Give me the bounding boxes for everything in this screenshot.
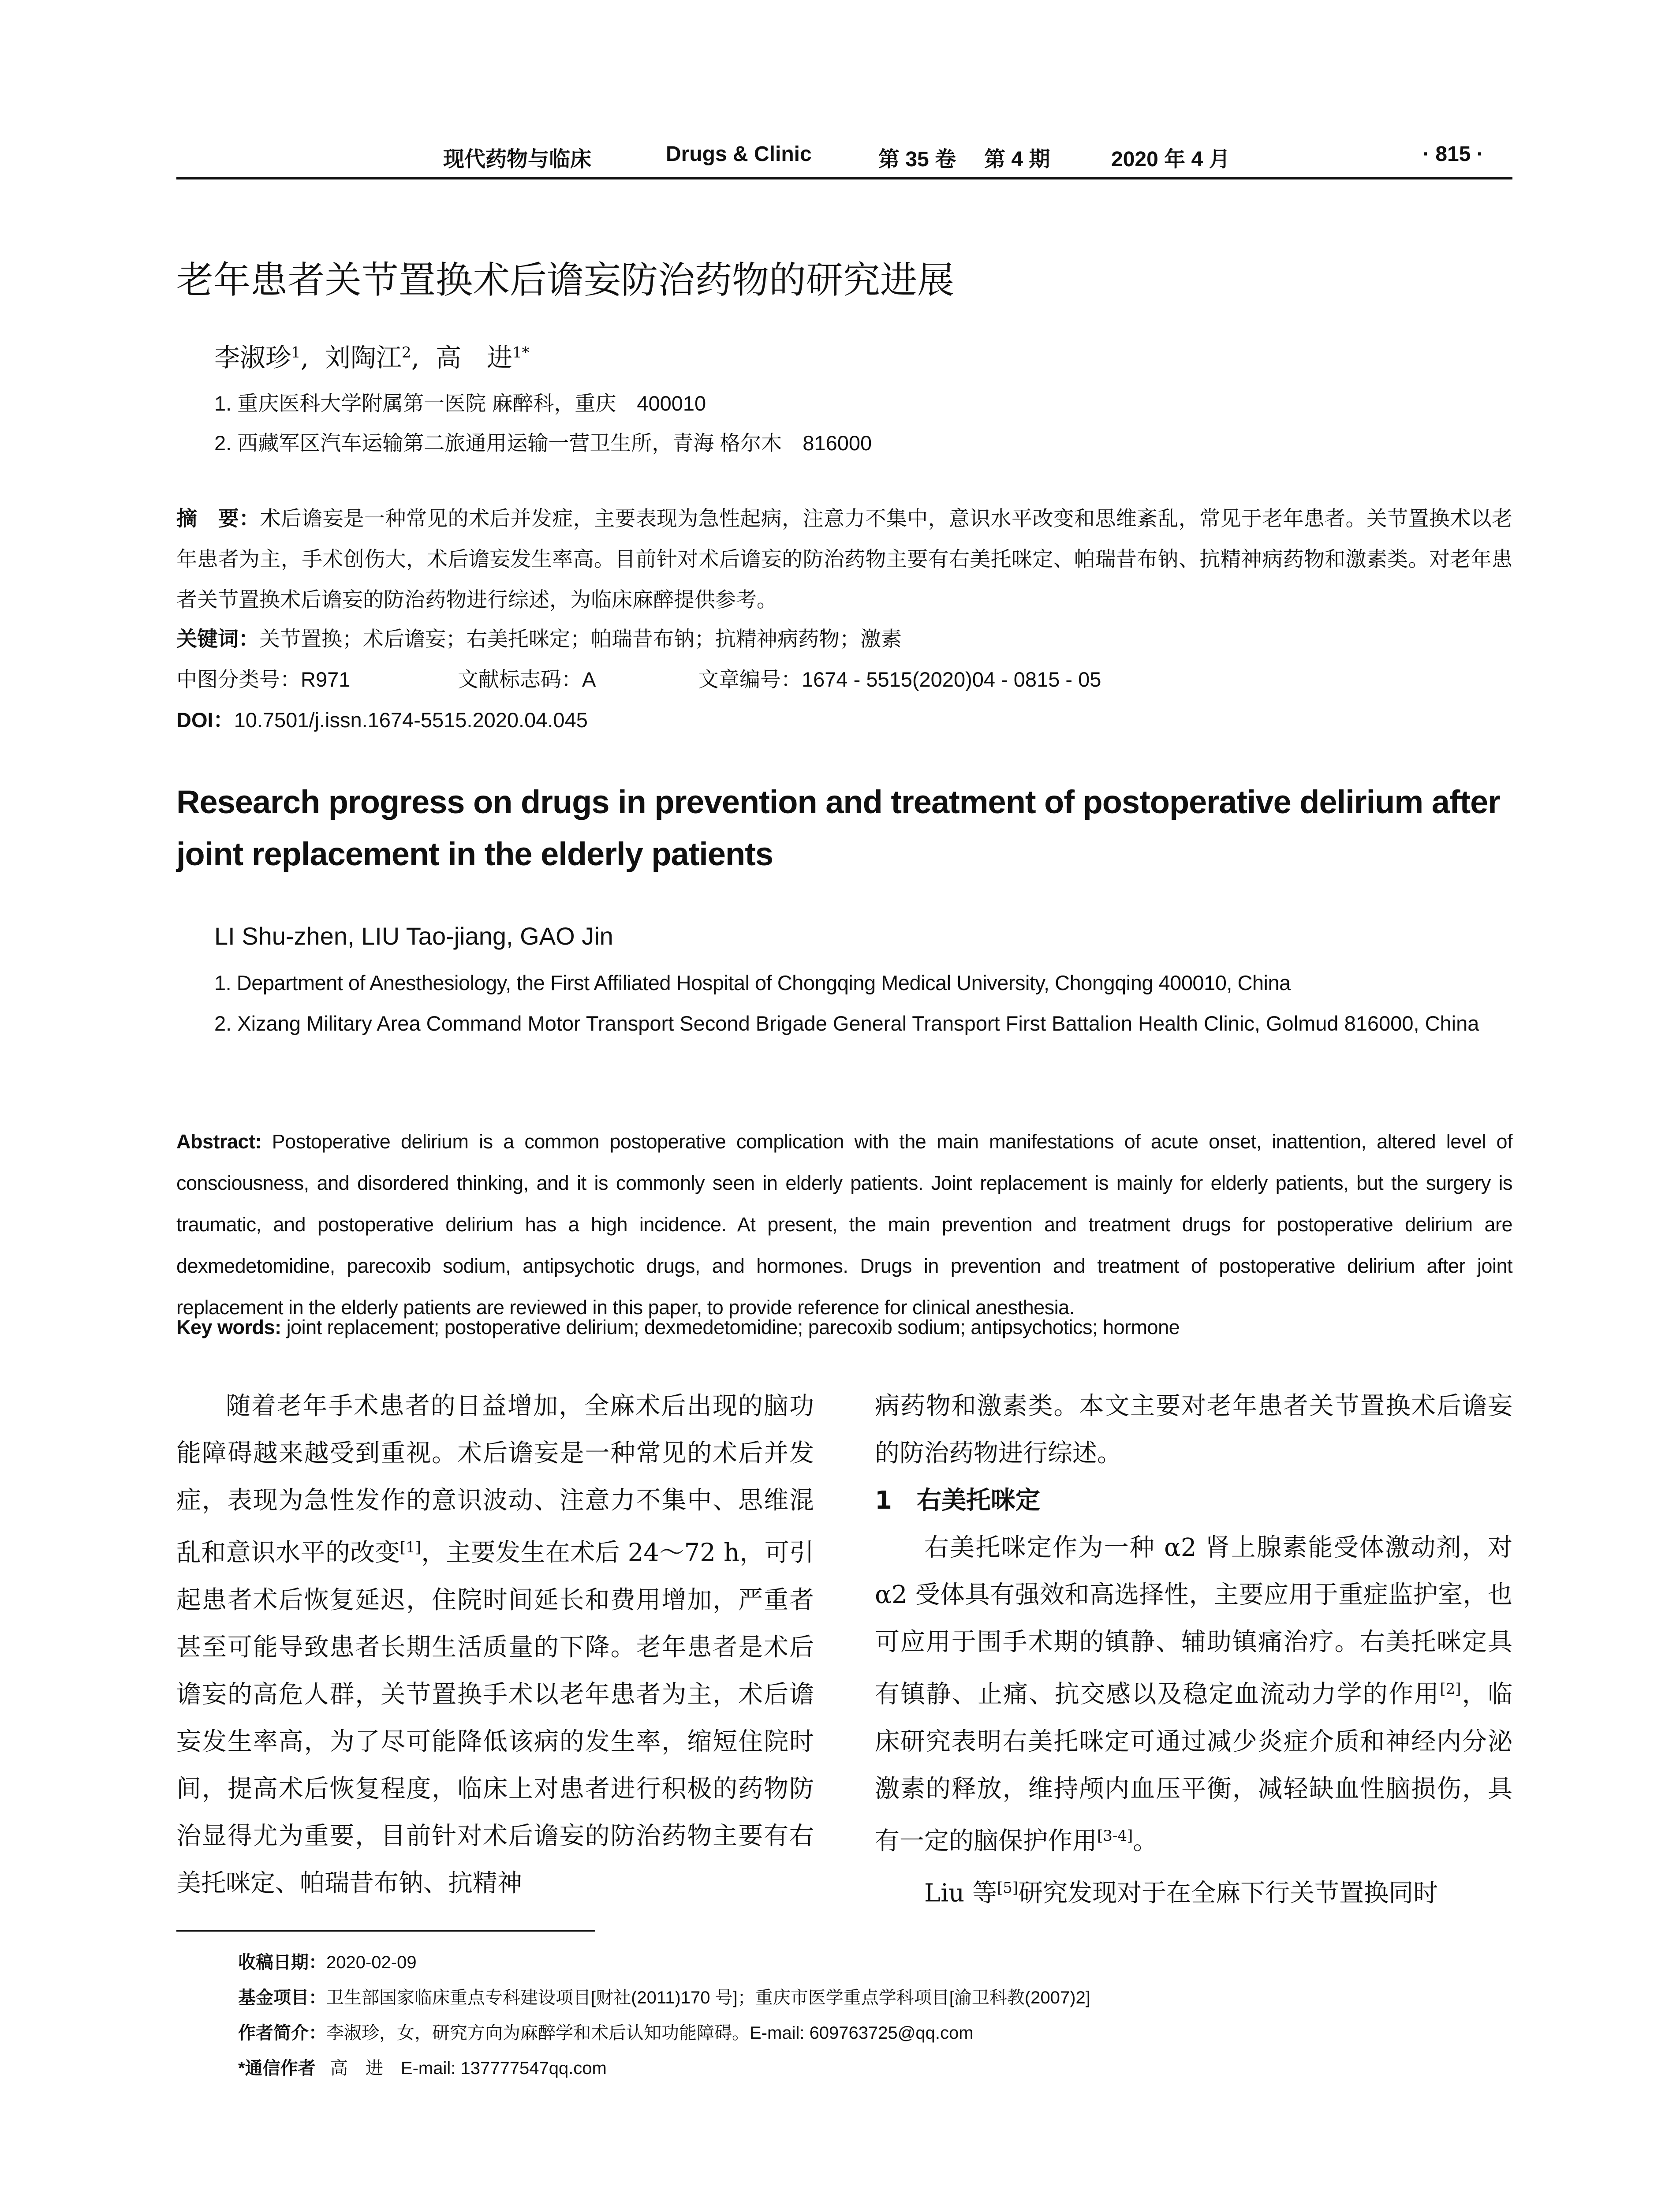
abstract-en-label: Abstract: bbox=[176, 1130, 262, 1153]
footnote-fund bbox=[238, 1984, 1090, 2009]
header-page-number: · 815 · bbox=[1422, 142, 1484, 166]
body-right-column bbox=[875, 1383, 1512, 1917]
affiliation-en-2: 2. Xizang Military Area Command Motor Transport Second Brigade General Transport First Battalion Health Clinic, Golmud 816000, China bbox=[214, 1012, 1479, 1035]
author-cn-3: 高 进 bbox=[435, 343, 512, 373]
keywords-cn bbox=[176, 623, 902, 652]
clc-value: R971 bbox=[301, 668, 351, 691]
body-dex-text-b: ，临床研究表明右美托咪定可通过减少炎症介质和神经内分泌激素的释放，维持颅内血压平衡，减轻缺血性脑损伤，具有一定的脑保护作用 bbox=[875, 1680, 1513, 1856]
citation-3-4[interactable]: [3-4] bbox=[1097, 1827, 1133, 1845]
classification-article bbox=[698, 663, 1101, 693]
authors-en: LI Shu-zhen, LIU Tao-jiang, GAO Jin bbox=[214, 922, 613, 950]
affiliation-cn-1: 1. 重庆医科大学附属第一医院 麻醉科，重庆 400010 bbox=[214, 392, 706, 415]
footnote-received-label: 收稿日期： bbox=[238, 1953, 326, 1972]
abstract-cn bbox=[176, 498, 1512, 620]
title-cn: 老年患者关节置换术后谵妄防治药物的研究进展 bbox=[176, 258, 955, 302]
body-dex-text-c: 。 bbox=[1133, 1827, 1158, 1856]
doc-code-value: A bbox=[582, 668, 596, 691]
article-number-value: 1674 - 5515(2020)04 - 0815 - 05 bbox=[802, 668, 1101, 691]
body-intro-text-a: 随着老年手术患者的日益增加，全麻术后出现的脑功能障碍越来越受到重视。术后谵妄是一种常见的术后并发症，表现为急性发作的意识波动、注意力不集中、思维混乱和意识水平的改变 bbox=[176, 1392, 814, 1567]
keywords-en bbox=[176, 1316, 1180, 1339]
body-paragraph-dexmedetomidine bbox=[875, 1524, 1512, 1865]
doi-value[interactable]: 10.7501/j.issn.1674-5515.2020.04.045 bbox=[234, 708, 588, 732]
keywords-cn-text: 关节置换；术后谵妄；右美托咪定；帕瑞昔布钠；抗精神病药物；激素 bbox=[259, 627, 902, 651]
abstract-cn-text: 术后谵妄是一种常见的术后并发症，主要表现为急性起病，注意力不集中，意识水平改变和思维紊乱，常见于老年患者。关节置换术以老年患者为主，手术创伤大，术后谵妄发生率高。目前针对术后谵妄的防治药物主要有右美托咪定、帕瑞昔布钠、抗精神病药物和激素类。对老年患者关节置换术后谵妄的防治药物进行综述，为临床麻醉提供参考。 bbox=[176, 507, 1513, 612]
footnote-author-value: 李淑珍，女，研究方向为麻醉学和术后认知功能障碍。E-mail: 609763725@qq.com bbox=[326, 2023, 974, 2043]
authors-cn: 李淑珍$^1$, 刘陶江$^2$, 高 进$^{1*}$ bbox=[214, 343, 530, 373]
footnote-received-value: 2020-02-09 bbox=[326, 1953, 417, 1972]
footnote-fund-value: 卫生部国家临床重点专科建设项目[财社(2011)170 号]；重庆市医学重点学科项目[渝卫科教(2007)2] bbox=[326, 1988, 1090, 2007]
footnote-fund-label: 基金项目： bbox=[238, 1988, 326, 2007]
footnote-corresponding-value: 高 进 E-mail: 137777547qq.com bbox=[330, 2059, 607, 2078]
abstract-en-text: Postoperative delirium is a common postoperative complication with the main manifestations of acute onset, inattention, altered level of consciousness, and disordered thinking, and it is commonly seen in elderly patients. Joint replacement is mainly for elderly patients, but the surgery is traumatic, and postoperative delirium has a high incidence. At present, the main prevention and treatment drugs for postoperative delirium are dexmedetomidine, parecoxib sodium, antipsychotic drugs, and hormones. Drugs in prevention and treatment of postoperative delirium after joint replacement in the elderly patients are reviewed in this paper, to provide reference for clinical anesthesia. bbox=[176, 1130, 1512, 1319]
affiliation-cn-2: 2. 西藏军区汽车运输第二旅通用运输一营卫生所，青海 格尔木 816000 bbox=[214, 431, 872, 455]
header-date: 2020 年 4 月 bbox=[1111, 148, 1230, 171]
author-cn-2: 刘陶江 bbox=[325, 343, 402, 373]
header-journal-en: Drugs & Clinic bbox=[666, 142, 812, 166]
classification-doc bbox=[458, 663, 596, 693]
affiliation-en-1: 1. Department of Anesthesiology, the First Affiliated Hospital of Chongqing Medical University, Chongqing 400010, China bbox=[214, 971, 1291, 994]
footnote-corresponding-label: *通信作者 bbox=[238, 2059, 316, 2078]
header-rule bbox=[176, 177, 1512, 179]
body-liu-text-a: Liu 等 bbox=[924, 1879, 997, 1908]
doc-code-label: 文献标志码： bbox=[458, 668, 582, 691]
classification-clc bbox=[176, 663, 350, 693]
footnote-corresponding bbox=[238, 2054, 607, 2079]
keywords-cn-label: 关键词： bbox=[176, 627, 259, 650]
title-en: Research progress on drugs in prevention and treatment of postoperative delirium after joint replacement in the elderly patients bbox=[176, 784, 1501, 872]
footnote-rule bbox=[176, 1930, 595, 1932]
abstract-cn-label: 摘 要： bbox=[176, 507, 260, 530]
body-dex-text-a: 右美托咪定作为一种 α2 肾上腺素能受体激动剂，对 α2 受体具有强效和高选择性，主要应用于重症监护室，也可应用于围手术期的镇静、辅助镇痛治疗。右美托咪定具有镇静、止痛、抗交感以及稳定血流动力学的作用 bbox=[875, 1533, 1512, 1709]
author-cn-3-sup: 1* bbox=[512, 344, 530, 362]
body-liu-text-b: 研究发现对于在全麻下行关节置换同时 bbox=[1018, 1879, 1438, 1908]
author-cn-2-sup: 2 bbox=[401, 344, 411, 362]
header-journal-cn: 现代药物与临床 bbox=[443, 147, 592, 172]
author-cn-1-sup: 1 bbox=[291, 344, 301, 362]
citation-2[interactable]: [2] bbox=[1440, 1680, 1461, 1698]
body-paragraph-intro bbox=[176, 1383, 814, 1907]
footnote-received bbox=[238, 1948, 417, 1973]
section-heading-1: 1 右美托咪定 bbox=[875, 1486, 1040, 1515]
body-left-column bbox=[176, 1383, 814, 1907]
article-number-label: 文章编号： bbox=[698, 668, 802, 691]
doi-label: DOI： bbox=[176, 708, 234, 732]
body-paragraph-continued: 病药物和激素类。本文主要对老年患者关节置换术后谵妄的防治药物进行综述。 bbox=[875, 1392, 1512, 1468]
footnote-author bbox=[238, 2019, 974, 2044]
keywords-en-label: Key words: bbox=[176, 1316, 281, 1338]
header-volume: 第 35 卷 bbox=[878, 148, 956, 171]
body-intro-text-b: ，主要发生在术后 24～72 h，可引起患者术后恢复延迟，住院时间延长和费用增加，严重者甚至可能导致患者长期生活质量的下降。老年患者是术后谵妄的高危人群，关节置换手术以老年患者为主，术后谵妄发生率高，为了尽可能降低该病的发生率，缩短住院时间，提高术后恢复程度，临床上对患者进行积极的药物防治显得尤为重要，目前针对术后谵妄的防治药物主要有右美托咪定、帕瑞昔布钠、抗精神 bbox=[176, 1538, 814, 1898]
doi bbox=[176, 704, 588, 733]
author-cn-1: 李淑珍 bbox=[214, 343, 291, 373]
keywords-en-text: joint replacement; postoperative delirium; dexmedetomidine; parecoxib sodium; antipsychotics; hormone bbox=[286, 1316, 1180, 1338]
citation-5[interactable]: [5] bbox=[997, 1879, 1019, 1897]
footnote-author-label: 作者简介： bbox=[238, 2023, 326, 2043]
citation-1[interactable]: [1] bbox=[399, 1539, 421, 1556]
header-issue: 第 4 期 bbox=[984, 148, 1050, 171]
body-paragraph-liu bbox=[875, 1865, 1512, 1917]
abstract-en bbox=[176, 1121, 1512, 1328]
clc-label: 中图分类号： bbox=[176, 668, 301, 691]
